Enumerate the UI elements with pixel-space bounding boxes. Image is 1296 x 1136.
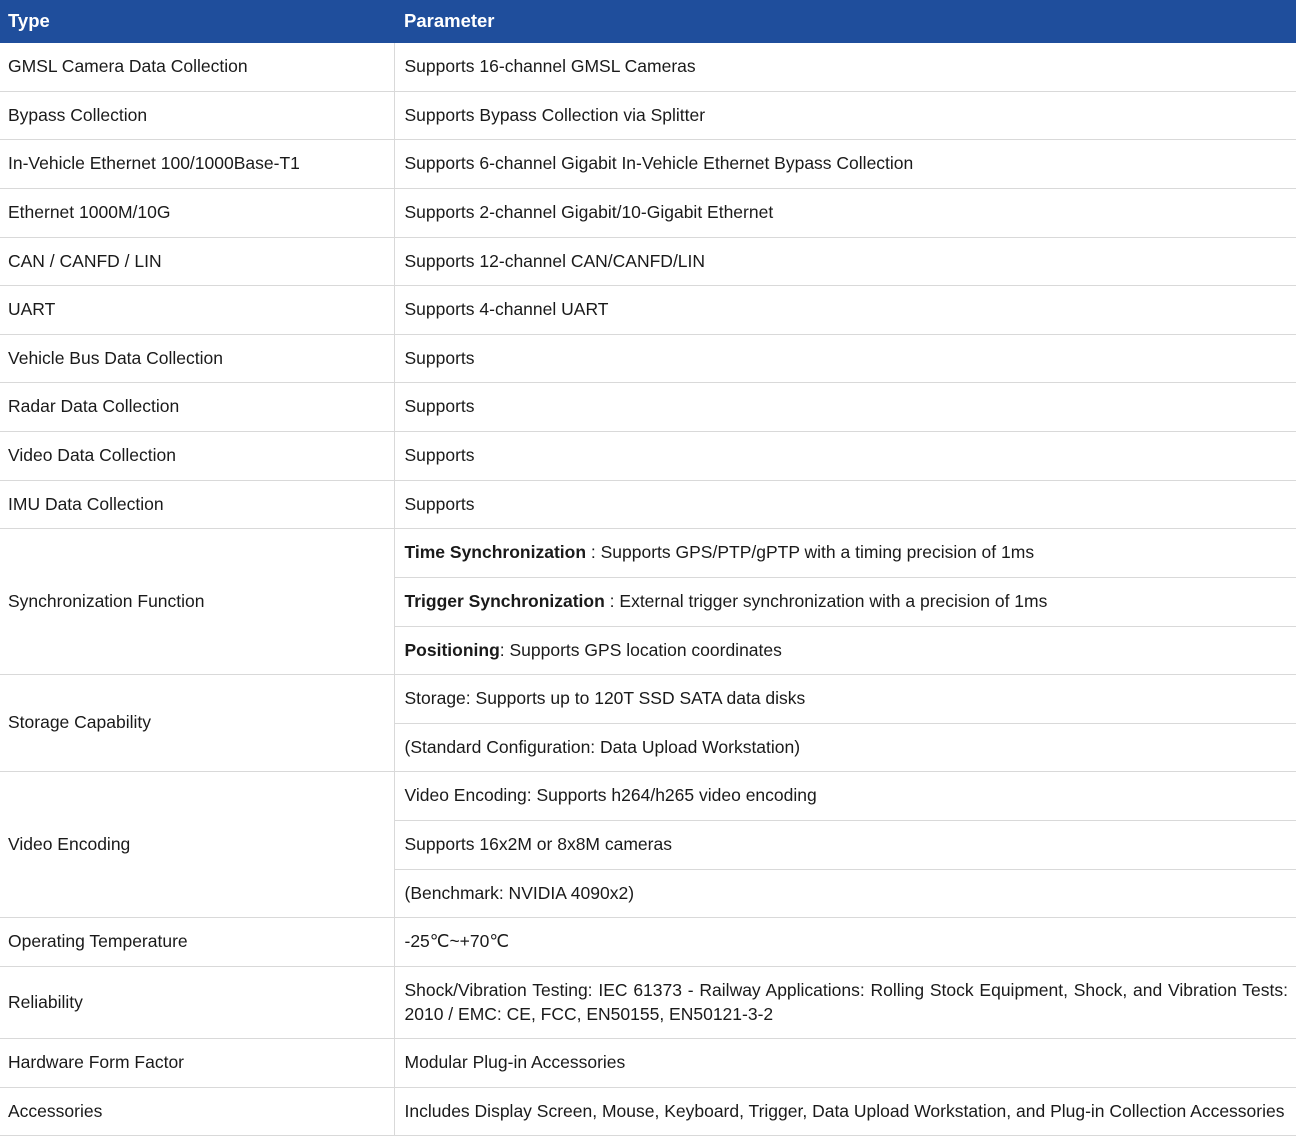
row-type-cell: Video Data Collection [0,432,394,481]
table-row [0,966,1296,1038]
row-type-cell: Radar Data Collection [0,383,394,432]
row-parameter-cell: Supports [394,383,1296,432]
row-parameter-cell: Supports 2-channel Gigabit/10-Gigabit Ethernet [394,188,1296,237]
table-row [0,675,1296,724]
column-header-type: Type [0,0,394,43]
row-parameter-cell: Supports [394,334,1296,383]
row-parameter-cell: Supports 12-channel CAN/CANFD/LIN [394,237,1296,286]
row-type-cell: Bypass Collection [0,91,394,140]
table-row [0,1087,1296,1136]
row-parameter-cell: Supports [394,480,1296,529]
table-row [0,772,1296,821]
table-row [0,188,1296,237]
table-row [0,383,1296,432]
row-type-cell: Storage Capability [0,675,394,772]
row-type-cell: Reliability [0,966,394,1038]
row-parameter-cell [394,577,1296,626]
table-row [0,286,1296,335]
row-type-cell: Synchronization Function [0,529,394,675]
table-row [0,237,1296,286]
row-parameter-cell: Storage: Supports up to 120T SSD SATA data disks [394,675,1296,724]
row-type-cell: CAN / CANFD / LIN [0,237,394,286]
row-parameter-cell [394,529,1296,578]
table-row [0,334,1296,383]
row-parameter-cell: Supports 6-channel Gigabit In-Vehicle Ethernet Bypass Collection [394,140,1296,189]
row-type-cell: In-Vehicle Ethernet 100/1000Base-T1 [0,140,394,189]
table-row [0,91,1296,140]
table-header [0,0,1296,43]
row-parameter-cell: Supports 16x2M or 8x8M cameras [394,821,1296,870]
row-parameter-cell: Supports Bypass Collection via Splitter [394,91,1296,140]
parameter-label: Time Synchronization [404,542,587,563]
table-row [0,1039,1296,1088]
table-row [0,432,1296,481]
row-type-cell: Ethernet 1000M/10G [0,188,394,237]
row-parameter-cell: Supports 4-channel UART [394,286,1296,335]
row-parameter-cell: (Standard Configuration: Data Upload Workstation) [394,723,1296,772]
row-parameter-cell: Modular Plug-in Accessories [394,1039,1296,1088]
table-body [0,43,1296,1136]
table-row [0,43,1296,91]
row-parameter-cell: Supports 16-channel GMSL Cameras [394,43,1296,91]
parameter-text: : External trigger synchronization with a precision of 1ms [604,590,1048,611]
table-row [0,529,1296,578]
parameter-text: : Supports GPS/PTP/gPTP with a timing precision of 1ms [586,542,1035,563]
parameter-label: Trigger Synchronization [404,590,605,611]
row-type-cell: Vehicle Bus Data Collection [0,334,394,383]
table-row [0,480,1296,529]
table-row [0,918,1296,967]
row-parameter-cell [394,626,1296,675]
row-parameter-cell: Includes Display Screen, Mouse, Keyboard, Trigger, Data Upload Workstation, and Plug-in Collection Accessories [394,1087,1296,1136]
row-type-cell: Operating Temperature [0,918,394,967]
row-parameter-cell: -25℃~+70℃ [394,918,1296,967]
column-header-parameter: Parameter [394,0,1296,43]
row-parameter-cell: (Benchmark: NVIDIA 4090x2) [394,869,1296,918]
table-row [0,140,1296,189]
row-parameter-cell: Video Encoding: Supports h264/h265 video encoding [394,772,1296,821]
row-type-cell: UART [0,286,394,335]
row-type-cell: Video Encoding [0,772,394,918]
row-type-cell: Hardware Form Factor [0,1039,394,1088]
row-type-cell: IMU Data Collection [0,480,394,529]
table-header-row [0,0,1296,43]
row-parameter-cell: Supports [394,432,1296,481]
parameter-text: : Supports GPS location coordinates [499,639,782,660]
row-type-cell: Accessories [0,1087,394,1136]
row-type-cell: GMSL Camera Data Collection [0,43,394,91]
parameter-label: Positioning [404,639,500,660]
row-parameter-cell: Shock/Vibration Testing: IEC 61373 - Railway Applications: Rolling Stock Equipment, Shock, and Vibration Tests: 2010 / EMC: CE, FCC, EN50155, EN50121-3-2 [394,966,1296,1038]
